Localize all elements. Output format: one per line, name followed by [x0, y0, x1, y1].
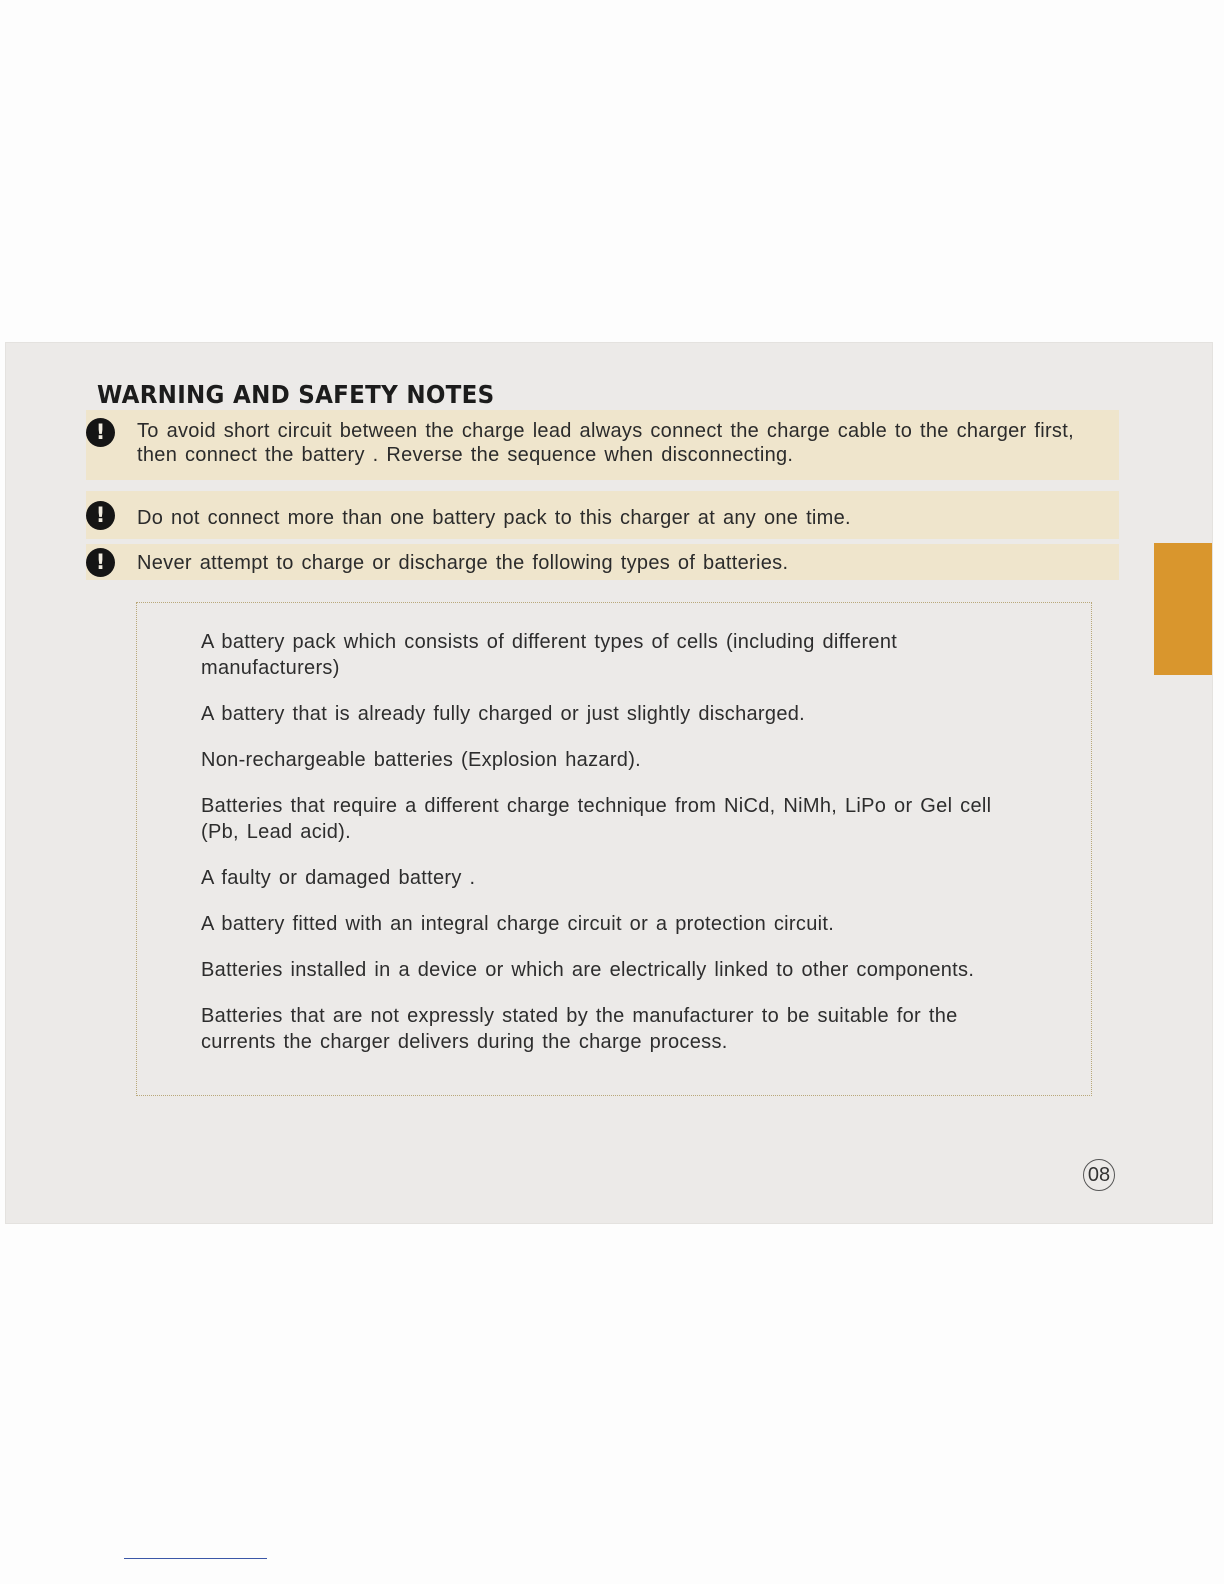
warning-note-text: Never attempt to charge or discharge the following types of batteries.	[137, 552, 789, 574]
warning-note	[86, 410, 1119, 480]
warning-note-text: To avoid short circuit between the charge lead always connect the charge cable to the charger first, then connect the battery . Reverse the sequence when disconnecting.	[137, 420, 1074, 466]
list-item: Batteries that require a different charge technique from NiCd, NiMh, LiPo or Gel cell (Pb, Lead acid).	[201, 795, 992, 843]
manual-page	[6, 343, 1212, 1223]
exclamation-icon: !	[86, 548, 115, 577]
list-item: Batteries that are not expressly stated by the manufacturer to be suitable for the currents the charger delivers during the charge process.	[201, 1005, 958, 1053]
page-title: WARNING AND SAFETY NOTES	[97, 380, 495, 409]
list-item: A battery fitted with an integral charge circuit or a protection circuit.	[201, 913, 835, 935]
list-item: A battery that is already fully charged or just slightly discharged.	[201, 703, 806, 725]
battery-types-box	[136, 602, 1092, 1096]
exclamation-icon: !	[86, 501, 115, 530]
warning-note-text: Do not connect more than one battery pack to this charger at any one time.	[137, 507, 851, 529]
list-item: Batteries installed in a device or which are electrically linked to other components.	[201, 959, 975, 981]
exclamation-icon: !	[86, 418, 115, 447]
warning-note	[86, 544, 1119, 580]
list-item: Non-rechargeable batteries (Explosion hazard).	[201, 749, 642, 771]
battery-types-list	[201, 629, 1031, 1075]
page-number: 08	[1083, 1159, 1115, 1191]
footer-rule	[124, 1558, 267, 1559]
warning-note	[86, 491, 1119, 539]
list-item: A battery pack which consists of different types of cells (including different manufacturers)	[201, 631, 898, 679]
section-tab	[1154, 543, 1212, 675]
list-item: A faulty or damaged battery .	[201, 867, 476, 889]
